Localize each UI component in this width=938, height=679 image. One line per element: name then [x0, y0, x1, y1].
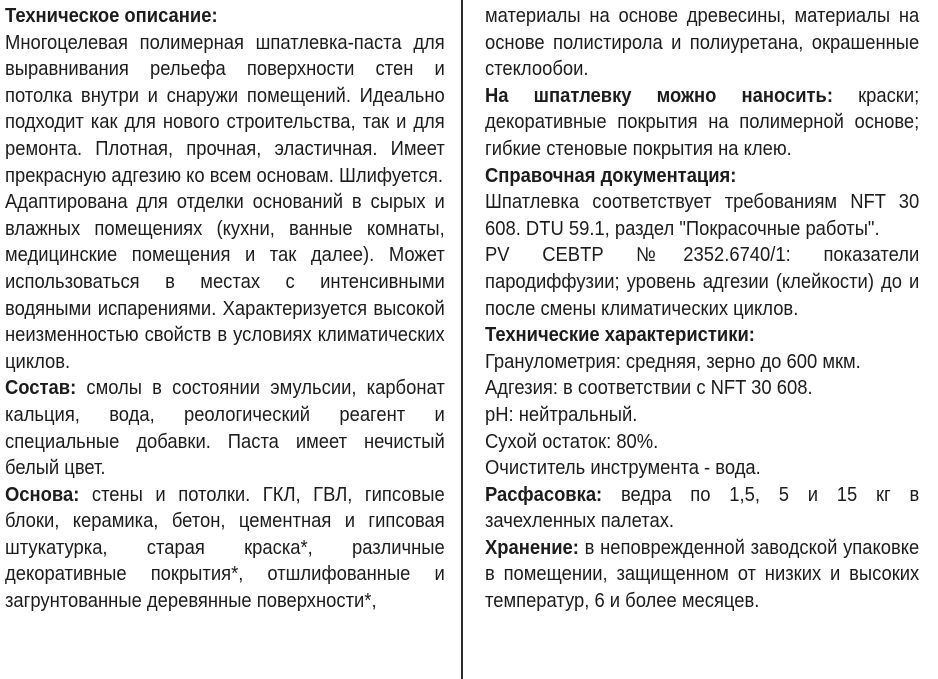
- column-divider: [461, 0, 463, 679]
- paragraph-text: Сухой остаток: 80%.: [485, 430, 659, 453]
- section-heading: Техническое описание:: [5, 5, 218, 27]
- section-heading: Расфасовка:: [485, 483, 603, 506]
- paragraph: [485, 455, 919, 482]
- paragraph-text: в неповрежденной заводской упаковке в помещении, защищенном от низких и высоких температур, 6 и более месяцев.: [485, 536, 920, 613]
- paragraph-text: Шпатлевка соответствует требованиям NFT 30 608. DTU 59.1, раздел "Покрасочные работы".: [485, 191, 920, 240]
- paragraph-text: Многоцелевая полимерная шпатлевка-паста для выравнивания рельефа поверхности стен и потолка внутри и снаружи помещений. Идеально подходит как для нового строительства, так и для ремонта. Плотная, прочная, эластичная. Имеет прекрасную адгезию ко всем основам. Шлифуется.: [5, 31, 445, 187]
- paragraph-text: смолы в состоянии эмульсии, карбонат кальция, вода, реологический реагент и специальные добавки. Паста имеет нечистый белый цвет.: [5, 377, 445, 480]
- section-heading: Справочная документация:: [485, 164, 737, 187]
- paragraph: [485, 429, 919, 456]
- paragraph: [5, 482, 445, 615]
- paragraph-text: Адаптирована для отделки оснований в сырых и влажных помещениях (кухни, ванные комнаты, медицинские помещения и так далее). Может использоваться в местах с интенсивными водяными испарениями. Характеризуется высокой неизменностью свойств в условиях климатических циклов.: [5, 191, 445, 373]
- paragraph: [485, 375, 919, 402]
- paragraph: [485, 242, 919, 322]
- paragraph-text: PV CEBTP №2352.6740/1: показатели пародиффузии; уровень адгезии (клейкости) до и после смены климатических циклов.: [485, 244, 920, 320]
- paragraph: [485, 83, 919, 163]
- section-heading: Хранение:: [485, 536, 579, 559]
- paragraph: [485, 3, 919, 83]
- section-heading: Технические характеристики:: [485, 324, 755, 347]
- paragraph-text: Адгезия: в соответствии с NFT 30 608.: [485, 377, 813, 400]
- section-heading: Основа:: [5, 483, 80, 506]
- paragraph: [5, 189, 445, 375]
- section-heading: Состав:: [5, 377, 77, 400]
- paragraph-text: стены и потолки. ГКЛ, ГВЛ, гипсовые блоки, керамика, бетон, цементная и гипсовая штукатурка, старая краска*, различные декоративные покрытия*, отшлифованные и загрунтованные деревянные поверхности*,: [5, 483, 445, 613]
- paragraph-text: материалы на основе древесины, материалы на основе полистирола и полиуретана, окрашенные стеклообои.: [485, 5, 920, 81]
- paragraph: [485, 163, 919, 243]
- paragraph-text: pH: нейтральный.: [485, 403, 638, 426]
- paragraph-text: ведра по 1,5, 5 и 15 кг в зачехленных палетах.: [485, 483, 920, 533]
- right-column: [485, 3, 919, 615]
- paragraph: [485, 322, 919, 375]
- section-heading: На шпатлевку можно наносить:: [485, 84, 833, 107]
- paragraph: [5, 375, 445, 481]
- paragraph-text: Гранулометрия: средняя, зерно до 600 мкм.: [485, 350, 861, 373]
- paragraph: [485, 535, 919, 615]
- paragraph: [485, 482, 919, 535]
- paragraph: [5, 3, 445, 189]
- paragraph-text: Очиститель инструмента - вода.: [485, 457, 761, 480]
- paragraph-text: краски; декоративные покрытия на полимерной основе; гибкие стеновые покрытия на клею.: [485, 84, 920, 160]
- paragraph: [485, 402, 919, 429]
- left-column: [5, 3, 445, 615]
